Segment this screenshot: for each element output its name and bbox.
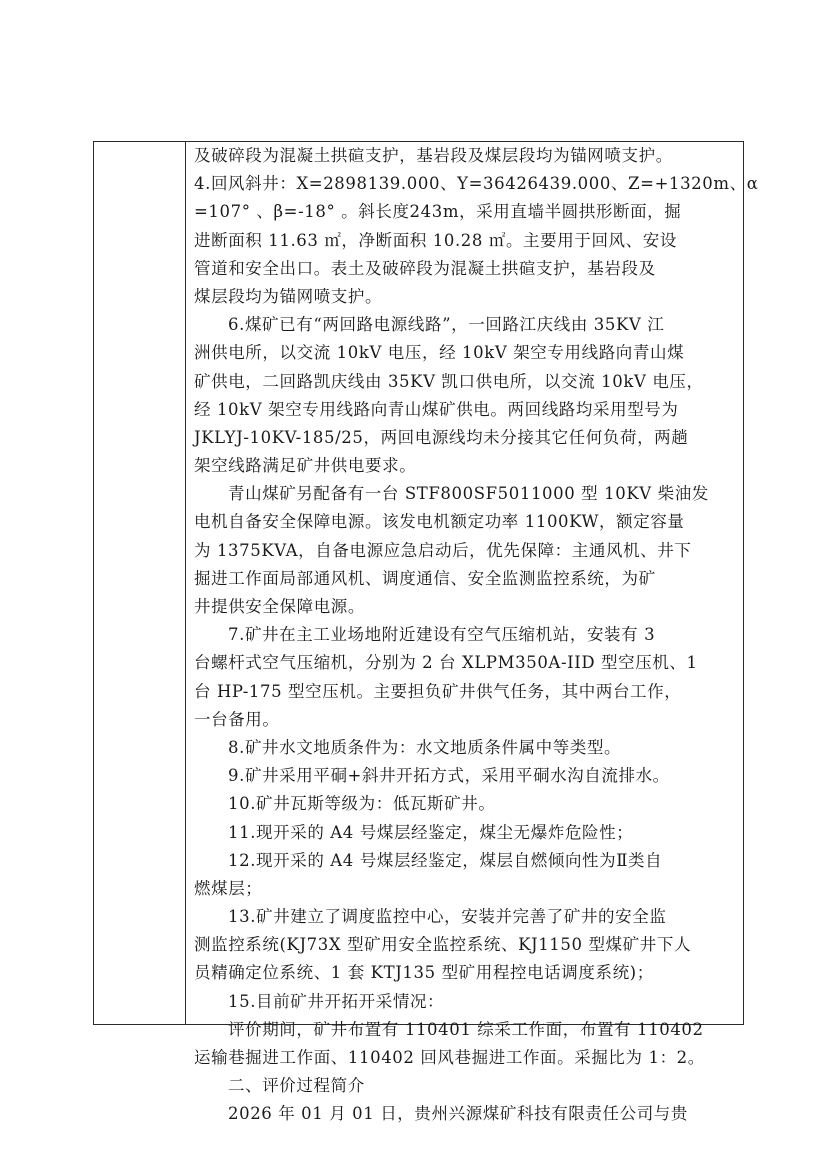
text-line: 员精确定位系统、1 套 KTJ135 型矿用程控电话调度系统)； bbox=[194, 963, 654, 983]
text-line: 二、评价过程简介 bbox=[228, 1076, 365, 1096]
text-line: 管道和安全出口。表土及破碎段为混凝土拱碹支护，基岩段及 bbox=[194, 258, 656, 278]
text-line: 7.矿井在主工业场地附近建设有空气压缩机站，安装有 3 bbox=[228, 625, 656, 645]
text-line: 电机自备安全保障电源。该发电机额定功率 1100KW，额定容量 bbox=[194, 512, 685, 532]
text-line: =107° 、β=-18° 。斜长度243m，采用直墙半圆拱形断面，掘 bbox=[194, 202, 682, 222]
text-line: 井提供安全保障电源。 bbox=[194, 597, 365, 616]
table-left-column bbox=[94, 142, 186, 1024]
text-line: 11.现开采的 A4 号煤层经鉴定，煤尘无爆炸危险性； bbox=[228, 822, 634, 842]
text-line: 煤层段均为锚网喷支护。 bbox=[194, 286, 383, 306]
text-line: JKLYJ-10KV-185/25，两回电源线均未分接其它任何负荷，两趟 bbox=[194, 427, 689, 447]
text-line: 9.矿井采用平硐+斜井开拓方式，采用平硐水沟自流排水。 bbox=[228, 766, 670, 786]
document-table bbox=[93, 141, 759, 1124]
text-line: 一台备用。 bbox=[194, 709, 280, 729]
text-line: 架空线路满足矿井供电要求。 bbox=[194, 456, 417, 476]
text-line: 运输巷掘进工作面、110402 回风巷掘进工作面。采掘比为 1：2。 bbox=[194, 1048, 705, 1067]
text-line: 洲供电所，以交流 10kV 电压，经 10kV 架空专用线路向青山煤 bbox=[194, 343, 685, 363]
text-line: 及破碎段为混凝土拱碹支护，基岩段及煤层段均为锚网喷支护。 bbox=[194, 146, 673, 165]
text-line: 6.煤矿已有“两回路电源线路”，一回路江庆线由 35KV 江 bbox=[228, 315, 665, 335]
text-line: 8.矿井水文地质条件为：水文地质条件属中等类型。 bbox=[228, 737, 622, 757]
text-line: 测监控系统(KJ73X 型矿用安全监控系统、KJ1150 型煤矿井下人 bbox=[194, 935, 692, 955]
text-line: 青山煤矿另配备有一台 STF800SF5011000 型 10KV 柴油发 bbox=[228, 484, 709, 504]
text-line: 4.回风斜井：X=2898139.000、Y=36426439.000、Z=+1320m、α bbox=[194, 174, 759, 194]
table-content-cell bbox=[194, 142, 759, 1129]
text-line: 15.目前矿井开拓开采情况： bbox=[228, 991, 445, 1011]
text-line: 矿供电，二回路凯庆线由 35KV 凯口供电所，以交流 10kV 电压， bbox=[194, 371, 704, 391]
text-line: 掘进工作面局部通风机、调度通信、安全监测监控系统，为矿 bbox=[194, 568, 656, 588]
text-line: 评价期间，矿井布置有 110401 综采工作面，布置有 110402 bbox=[228, 1019, 704, 1039]
text-line: 燃煤层； bbox=[194, 878, 263, 898]
text-line: 2026 年 01 月 01 日，贵州兴源煤矿科技有限责任公司与贵 bbox=[228, 1104, 689, 1124]
text-line: 为 1375KVA，自备电源应急启动后，优先保障：主通风机、井下 bbox=[194, 540, 692, 560]
text-line: 13.矿井建立了调度监控中心，安装并完善了矿井的安全监 bbox=[228, 907, 667, 927]
text-line: 进断面积 11.63 ㎡，净断面积 10.28 ㎡。主要用于回风、安设 bbox=[194, 230, 677, 250]
text-line: 台螺杆式空气压缩机，分别为 2 台 XLPM350A-IID 型空压机、1 bbox=[194, 653, 698, 673]
text-line: 10.矿井瓦斯等级为：低瓦斯矿井。 bbox=[228, 794, 496, 814]
text-line: 经 10kV 架空专用线路向青山煤矿供电。两回线路均采用型号为 bbox=[194, 399, 679, 419]
text-line: 12.现开采的 A4 号煤层经鉴定，煤层自燃倾向性为Ⅱ类自 bbox=[228, 850, 663, 870]
text-line: 台 HP-175 型空压机。主要担负矿井供气任务，其中两台工作， bbox=[194, 681, 682, 701]
